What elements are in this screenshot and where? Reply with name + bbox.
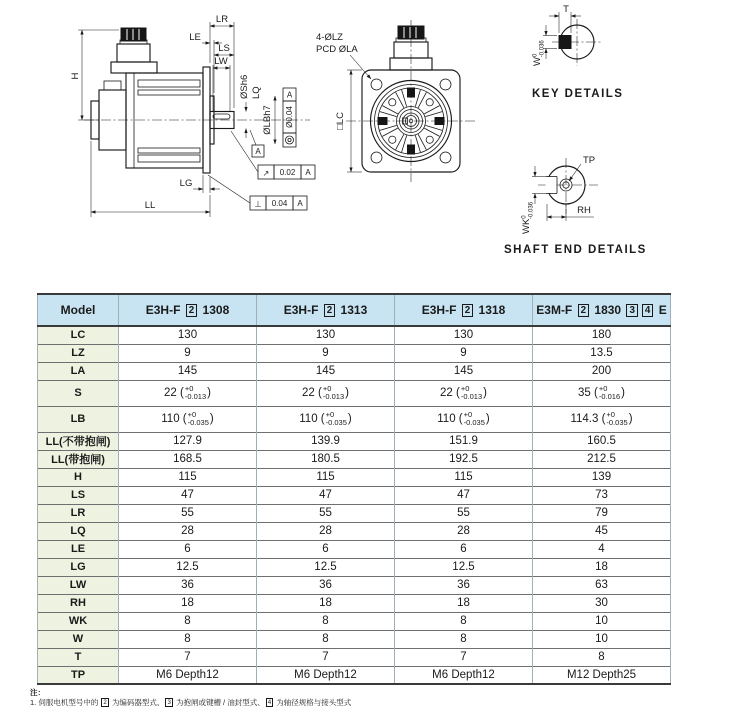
dim-lr-label: LR [215, 14, 229, 25]
value-cell: 115 [395, 468, 533, 486]
value-cell: 22 ( +0 -0.013 ) [257, 380, 395, 406]
value-cell: 55 [257, 504, 395, 522]
dim-lw-label: LW [214, 56, 228, 67]
runout-tol-label: 0.02 [279, 168, 296, 177]
column-header: E3H-F 2 1313 [257, 294, 395, 326]
value-cell: 145 [395, 362, 533, 380]
row-label: LE [38, 540, 119, 558]
row-label: LZ [38, 344, 119, 362]
footnote-title: 注： [30, 688, 45, 697]
value-cell: 139 [533, 468, 671, 486]
value-cell: 22 ( +0 -0.013 ) [119, 380, 257, 406]
rear-bump [104, 81, 121, 90]
value-cell: 9 [257, 344, 395, 362]
perpendicularity-symbol-icon: ⊥ [254, 199, 262, 209]
table-row [38, 450, 671, 468]
vent-slot [435, 118, 444, 125]
value-cell: 180.5 [257, 450, 395, 468]
row-label: W [38, 630, 119, 648]
value-cell: 115 [119, 468, 257, 486]
value-cell: 110 ( +0 -0.035 ) [257, 406, 395, 432]
dim-t-label: T [563, 4, 569, 15]
value-cell: 47 [395, 486, 533, 504]
value-cell: 36 [395, 576, 533, 594]
value-cell: 160.5 [533, 432, 671, 450]
boxed-number: 2 [462, 304, 473, 317]
vent-slot [408, 145, 415, 154]
mounting-hole [371, 152, 382, 163]
value-cell: 47 [257, 486, 395, 504]
value-cell: 18 [533, 558, 671, 576]
table-row [38, 648, 671, 666]
row-label: RH [38, 594, 119, 612]
value-cell: 12.5 [395, 558, 533, 576]
value-cell: 9 [119, 344, 257, 362]
value-cell: 130 [257, 326, 395, 344]
table-row [38, 406, 671, 432]
dim-ls-label: LS [218, 43, 230, 54]
value-cell: 36 [119, 576, 257, 594]
value-cell: 192.5 [395, 450, 533, 468]
value-cell: 6 [119, 540, 257, 558]
table-row [38, 612, 671, 630]
shaft-end-drawing [504, 155, 647, 256]
row-label: LA [38, 362, 119, 380]
value-cell: 18 [257, 594, 395, 612]
value-cell: 127.9 [119, 432, 257, 450]
concentricity-icon [286, 136, 294, 144]
dim-lg-label: LG [179, 178, 193, 189]
value-cell: 55 [395, 504, 533, 522]
value-cell: 13.5 [533, 344, 671, 362]
table-row [38, 326, 671, 344]
value-cell: 28 [257, 522, 395, 540]
column-header: Model [38, 294, 119, 326]
row-label: T [38, 648, 119, 666]
pcd-callout-label: PCD ØLA [316, 44, 358, 55]
table-row [38, 576, 671, 594]
dim-le-label: LE [189, 32, 201, 43]
row-label: LG [38, 558, 119, 576]
value-cell: 22 ( +0 -0.013 ) [395, 380, 533, 406]
value-cell: 7 [119, 648, 257, 666]
spec-table [37, 293, 671, 685]
table-row [38, 558, 671, 576]
value-cell: 8 [119, 630, 257, 648]
value-cell: 8 [533, 648, 671, 666]
dim-h-label: H [70, 72, 81, 80]
dim-lc-label: □LC [335, 112, 346, 130]
table-row [38, 344, 671, 362]
boxed-number: 4 [267, 699, 272, 707]
value-cell: 139.9 [257, 432, 395, 450]
value-cell: 130 [395, 326, 533, 344]
concentricity-icon [288, 138, 291, 141]
perpendicularity-datum-label: A [297, 199, 303, 208]
value-cell: 8 [119, 612, 257, 630]
screw-hole [426, 99, 433, 106]
connector-base [111, 62, 157, 73]
dim-rh-label: RH [577, 205, 591, 216]
value-cell: 145 [257, 362, 395, 380]
dim-wk-label: $WK^0-0.036$ [521, 201, 535, 234]
value-cell: 35 ( +0 -0.016 ) [533, 380, 671, 406]
connector-neck [117, 44, 150, 62]
screw-hole [389, 99, 396, 106]
screw-hole [389, 136, 396, 143]
table-row [38, 666, 671, 684]
footnote-line: 1. 伺服电机型号中的 2 为编码器型式、 3 为抱闸或键槽 / 油封型式、 4 为轴径规格与接头型式 [30, 698, 352, 708]
spec-table-head [38, 294, 671, 326]
boxed-number: 4 [642, 304, 653, 317]
table-row [38, 594, 671, 612]
value-cell: 151.9 [395, 432, 533, 450]
value-cell: 10 [533, 630, 671, 648]
value-cell: 10 [533, 612, 671, 630]
footnote [30, 688, 750, 708]
value-cell: 6 [395, 540, 533, 558]
technical-drawings [0, 0, 750, 272]
body-fin [138, 90, 200, 95]
value-cell: 8 [257, 612, 395, 630]
key-slot [213, 114, 230, 119]
value-cell: 6 [257, 540, 395, 558]
table-row [38, 486, 671, 504]
table-row [38, 504, 671, 522]
dim-w-label: $W^0-0.036$ [532, 40, 546, 66]
value-cell: 30 [533, 594, 671, 612]
value-cell: 9 [395, 344, 533, 362]
boxed-number: 2 [103, 699, 107, 707]
value-cell: 130 [119, 326, 257, 344]
side-view-drawing [70, 14, 315, 217]
table-row [38, 432, 671, 450]
value-cell: 12.5 [257, 558, 395, 576]
row-label: S [38, 380, 119, 406]
holes-callout-label: 4-ØLZ [316, 32, 343, 43]
dim-tp-label: TP [583, 155, 596, 166]
row-label: LB [38, 406, 119, 432]
value-cell: 110 ( +0 -0.035 ) [119, 406, 257, 432]
value-cell: 63 [533, 576, 671, 594]
value-cell: 7 [395, 648, 533, 666]
column-header: E3H-F 2 1308 [119, 294, 257, 326]
value-cell: 110 ( +0 -0.035 ) [395, 406, 533, 432]
value-cell: 4 [533, 540, 671, 558]
front-connector-cap [398, 26, 424, 39]
value-cell: 8 [395, 612, 533, 630]
row-label: LC [38, 326, 119, 344]
boxed-number: 2 [578, 304, 589, 317]
table-row [38, 522, 671, 540]
boxed-number: 2 [324, 304, 335, 317]
value-cell: M6 Depth12 [395, 666, 533, 684]
boxed-number: 3 [167, 699, 171, 707]
table-row [38, 540, 671, 558]
perpendicularity-frame [208, 175, 307, 210]
key-block [559, 36, 571, 49]
value-cell: 8 [395, 630, 533, 648]
dim-shaft-dia-label: ØSh6 [239, 74, 250, 99]
perpendicularity-tol-label: 0.04 [271, 199, 288, 208]
table-row [38, 380, 671, 406]
body-fin [138, 148, 200, 153]
dim-lq-label: LQ [251, 86, 262, 99]
key-details-drawing [532, 4, 623, 100]
value-cell: 73 [533, 486, 671, 504]
row-label: LL(带抱闸) [38, 450, 119, 468]
value-cell: 7 [257, 648, 395, 666]
concentricity-tol-label: Ø0.04 [285, 106, 294, 128]
screw-hole [426, 136, 433, 143]
mounting-hole [440, 79, 451, 90]
key-details-title: KEY DETAILS [532, 88, 624, 100]
value-cell: 28 [395, 522, 533, 540]
boxed-number: 3 [626, 304, 637, 317]
table-row [38, 468, 671, 486]
shaft-end-title: SHAFT END DETAILS [504, 244, 647, 256]
column-header: E3H-F 2 1318 [395, 294, 533, 326]
table-row [38, 362, 671, 380]
runout-frame [231, 131, 315, 179]
front-view-drawing [316, 20, 476, 182]
table-row [38, 630, 671, 648]
value-cell: M6 Depth12 [119, 666, 257, 684]
value-cell: 8 [257, 630, 395, 648]
row-label: LW [38, 576, 119, 594]
value-cell: 47 [119, 486, 257, 504]
value-cell: 28 [119, 522, 257, 540]
value-cell: 145 [119, 362, 257, 380]
row-label: LQ [38, 522, 119, 540]
value-cell: 200 [533, 362, 671, 380]
row-label: LL(不带抱闸) [38, 432, 119, 450]
body-fin [138, 155, 200, 162]
row-label: TP [38, 666, 119, 684]
spec-table-container [37, 293, 670, 685]
boxed-number: 2 [186, 304, 197, 317]
value-cell: 168.5 [119, 450, 257, 468]
mounting-hole [440, 152, 451, 163]
value-cell: 79 [533, 504, 671, 522]
keyway-cut [546, 177, 557, 193]
vent-slot [408, 88, 415, 97]
column-header: E3M-F 2 1830 3 4 E [533, 294, 671, 326]
value-cell: 12.5 [119, 558, 257, 576]
runout-symbol-icon: ↗ [262, 169, 270, 178]
footnote-items [30, 698, 750, 708]
row-label: H [38, 468, 119, 486]
value-cell: 18 [395, 594, 533, 612]
row-label: LS [38, 486, 119, 504]
datum-ref-label: A [286, 90, 293, 100]
datum-a-label: A [255, 147, 261, 156]
row-label: LR [38, 504, 119, 522]
spec-table-body [38, 326, 671, 684]
value-cell: 180 [533, 326, 671, 344]
value-cell: M12 Depth25 [533, 666, 671, 684]
concentricity-frame [283, 88, 296, 147]
body-fin [138, 80, 200, 87]
value-cell: 36 [257, 576, 395, 594]
row-label: WK [38, 612, 119, 630]
mounting-hole [371, 79, 382, 90]
value-cell: 114.3 ( +0 -0.035 ) [533, 406, 671, 432]
value-cell: 115 [257, 468, 395, 486]
dim-ll-label: LL [144, 200, 156, 211]
value-cell: 212.5 [533, 450, 671, 468]
value-cell: M6 Depth12 [257, 666, 395, 684]
runout-datum-label: A [305, 168, 311, 177]
vent-slot [378, 118, 387, 125]
value-cell: 45 [533, 522, 671, 540]
value-cell: 18 [119, 594, 257, 612]
dim-flange-dia-label: ØLBh7 [262, 105, 273, 135]
value-cell: 55 [119, 504, 257, 522]
